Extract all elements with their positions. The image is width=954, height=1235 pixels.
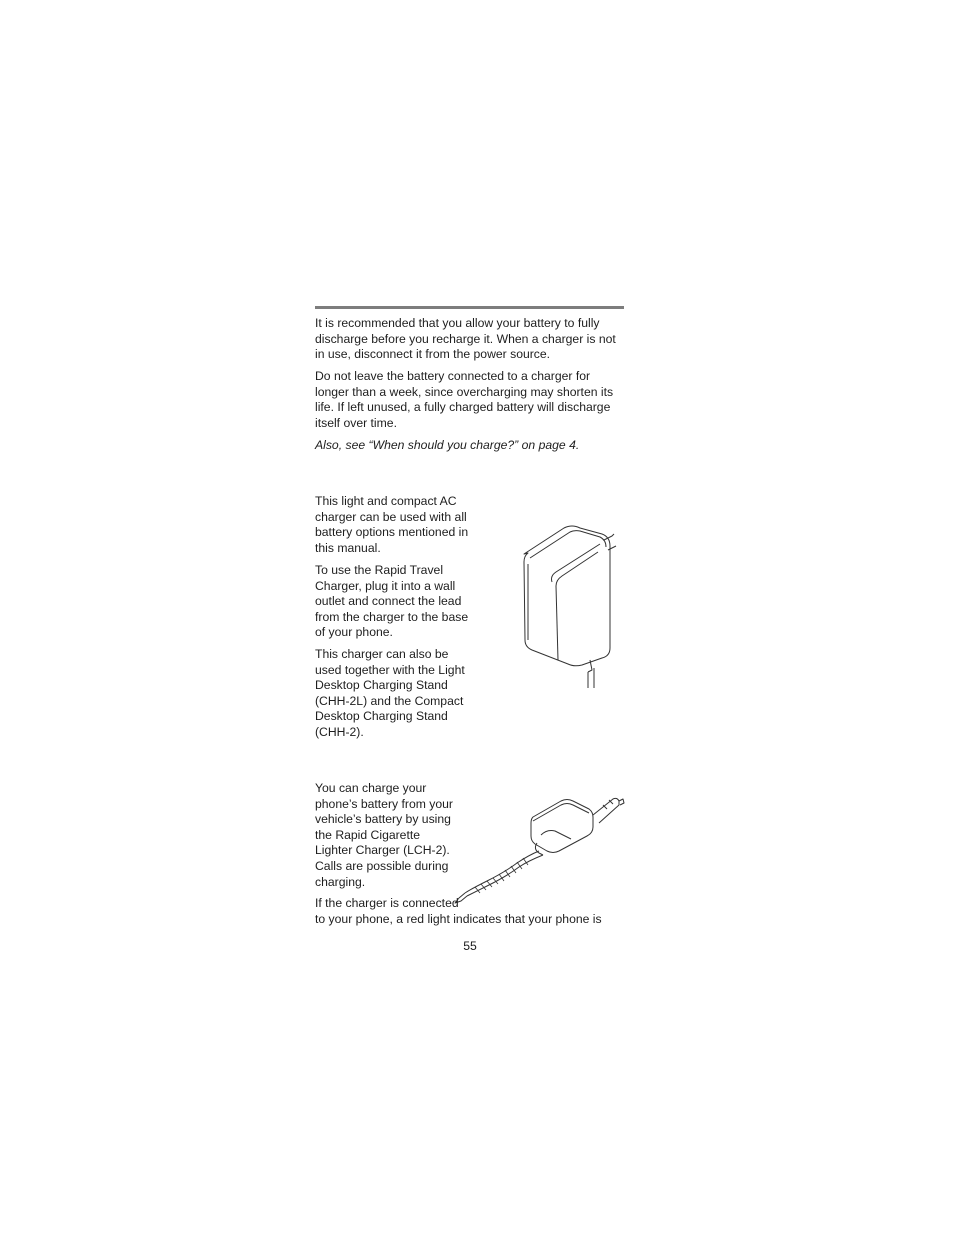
paragraph-overcharging: Do not leave the battery connected to a charger for longer than a week, since overcharging may shorten its life. If left unused, a fully charged battery will discharge itself over time.	[315, 369, 614, 430]
travel-charger-illustration	[516, 520, 622, 692]
paragraph-red-light-line2: to your phone, a red light indicates that your phone is	[315, 912, 602, 926]
page-number: 55	[463, 939, 477, 953]
paragraph-rapid-travel: To use the Rapid Travel Charger, plug it into a wall outlet and connect the lead from the charger to the base of your phone.	[315, 563, 469, 640]
paragraph-cigarette-charger: You can charge your phone’s battery from your vehicle’s battery by using the Rapid Cigarette Lighter Charger (LCH-2). Calls are possible during charging.	[315, 781, 453, 889]
paragraph-see-also: Also, see “When should you charge?” on page 4.	[315, 438, 580, 452]
paragraph-red-light-line1: If the charger is connected	[315, 896, 459, 910]
paragraph-ac-charger: This light and compact AC charger can be used with all battery options mentioned in this manual.	[315, 494, 469, 555]
cigarette-charger-illustration	[453, 783, 625, 905]
section-divider	[315, 306, 624, 309]
paragraph-recommend-discharge: It is recommended that you allow your battery to fully discharge before you recharge it. When a charger is not in use, disconnect it from the power source.	[315, 316, 616, 362]
paragraph-charging-stand: This charger can also be used together with the Light Desktop Charging Stand (CHH-2L) and the Compact Desktop Charging Stand (CHH-2).	[315, 647, 465, 739]
